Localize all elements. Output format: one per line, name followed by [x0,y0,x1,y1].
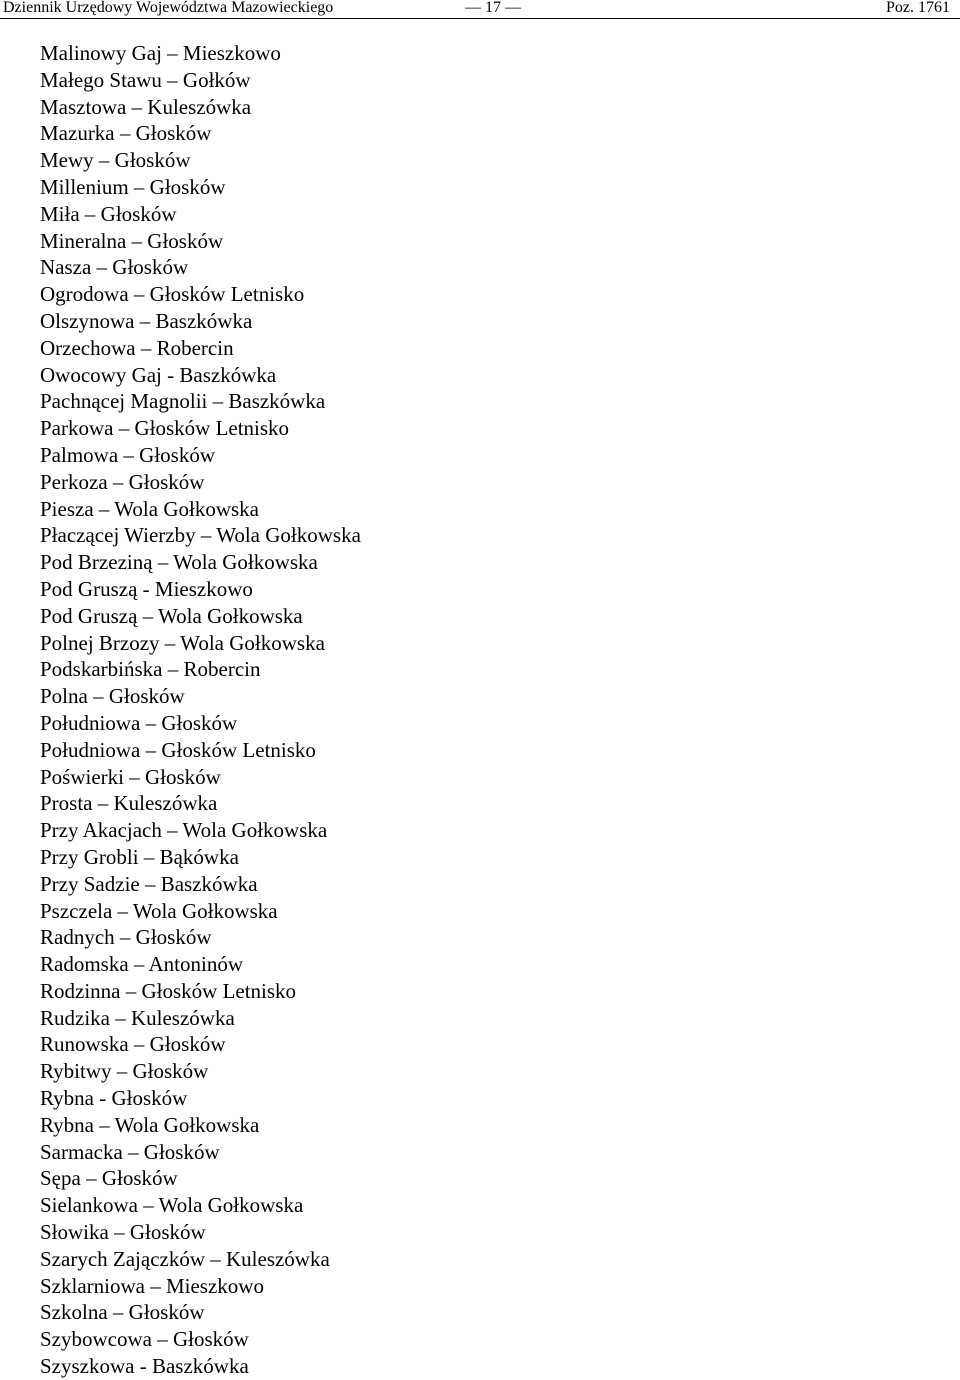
street-entry: Rybitwy – Głosków [40,1059,209,1084]
street-entry: Słowika – Głosków [40,1220,206,1245]
street-entry: Pod Brzeziną – Wola Gołkowska [40,550,318,575]
street-entry: Owocowy Gaj - Baszkówka [40,362,277,387]
street-entry: Radomska – Antoninów [40,952,243,977]
street-entry: Przy Grobli – Bąkówka [40,844,239,869]
position-number: Poz. 1761 [886,0,950,16]
street-entry: Rybna – Wola Gołkowska [40,1112,260,1137]
street-entry: Przy Sadzie – Baszkówka [40,871,258,896]
street-entry: Mazurka – Głosków [40,121,212,146]
street-entry: Szarych Zajączków – Kuleszówka [40,1246,330,1271]
street-entry: Mewy – Głosków [40,148,191,173]
street-entry: Szyszkowa - Baszkówka [40,1354,249,1379]
street-entry: Podskarbińska – Robercin [40,657,261,682]
street-entry: Nasza – Głosków [40,255,189,280]
street-entry: Małego Stawu – Gołków [40,67,251,92]
page-number: — 17 — [465,0,521,16]
page-header [0,0,960,22]
street-entry: Orzechowa – Robercin [40,335,234,360]
street-entry: Południowa – Głosków [40,710,238,735]
street-entry: Sępa – Głosków [40,1166,178,1191]
street-entry: Pod Gruszą - Mieszkowo [40,576,253,601]
street-entry: Poświerki – Głosków [40,764,221,789]
street-entry: Millenium – Głosków [40,174,226,199]
street-entry: Piesza – Wola Gołkowska [40,496,259,521]
street-entry: Rudzika – Kuleszówka [40,1005,235,1030]
street-entry: Masztowa – Kuleszówka [40,94,252,119]
street-entry: Polnej Brzozy – Wola Gołkowska [40,630,325,655]
street-entry: Sarmacka – Głosków [40,1139,220,1164]
street-entry: Perkoza – Głosków [40,469,205,494]
street-entry: Pod Gruszą – Wola Gołkowska [40,603,303,628]
street-entry: Pachnącej Magnolii – Baszkówka [40,389,326,414]
street-entry: Radnych – Głosków [40,925,212,950]
street-entry: Parkowa – Głosków Letnisko [40,416,290,441]
street-entry: Miła – Głosków [40,201,177,226]
street-entry: Prosta – Kuleszówka [40,791,218,816]
street-entry: Sielankowa – Wola Gołkowska [40,1193,304,1218]
street-entry: Palmowa – Głosków [40,442,215,467]
street-entry: Szkolna – Głosków [40,1300,205,1325]
street-entry: Południowa – Głosków Letnisko [40,737,316,762]
street-entry: Szklarniowa – Mieszkowo [40,1273,264,1298]
street-list [40,40,361,1380]
street-entry: Przy Akacjach – Wola Gołkowska [40,818,328,843]
street-entry: Szybowcowa – Głosków [40,1327,249,1352]
header-rule [0,18,960,19]
street-entry: Rodzinna – Głosków Letnisko [40,978,297,1003]
street-entry: Płaczącej Wierzby – Wola Gołkowska [40,523,361,548]
journal-title: Dziennik Urzędowy Województwa Mazowieckiego [3,0,334,16]
street-entry: Polna – Głosków [40,684,185,709]
street-entry: Malinowy Gaj – Mieszkowo [40,41,281,65]
street-entry: Runowska – Głosków [40,1032,226,1057]
street-entry: Mineralna – Głosków [40,228,224,253]
street-entry: Olszynowa – Baszkówka [40,308,253,333]
street-entry: Pszczela – Wola Gołkowska [40,898,278,923]
street-entry: Ogrodowa – Głosków Letnisko [40,282,305,307]
street-entry: Rybna - Głosków [40,1086,188,1111]
